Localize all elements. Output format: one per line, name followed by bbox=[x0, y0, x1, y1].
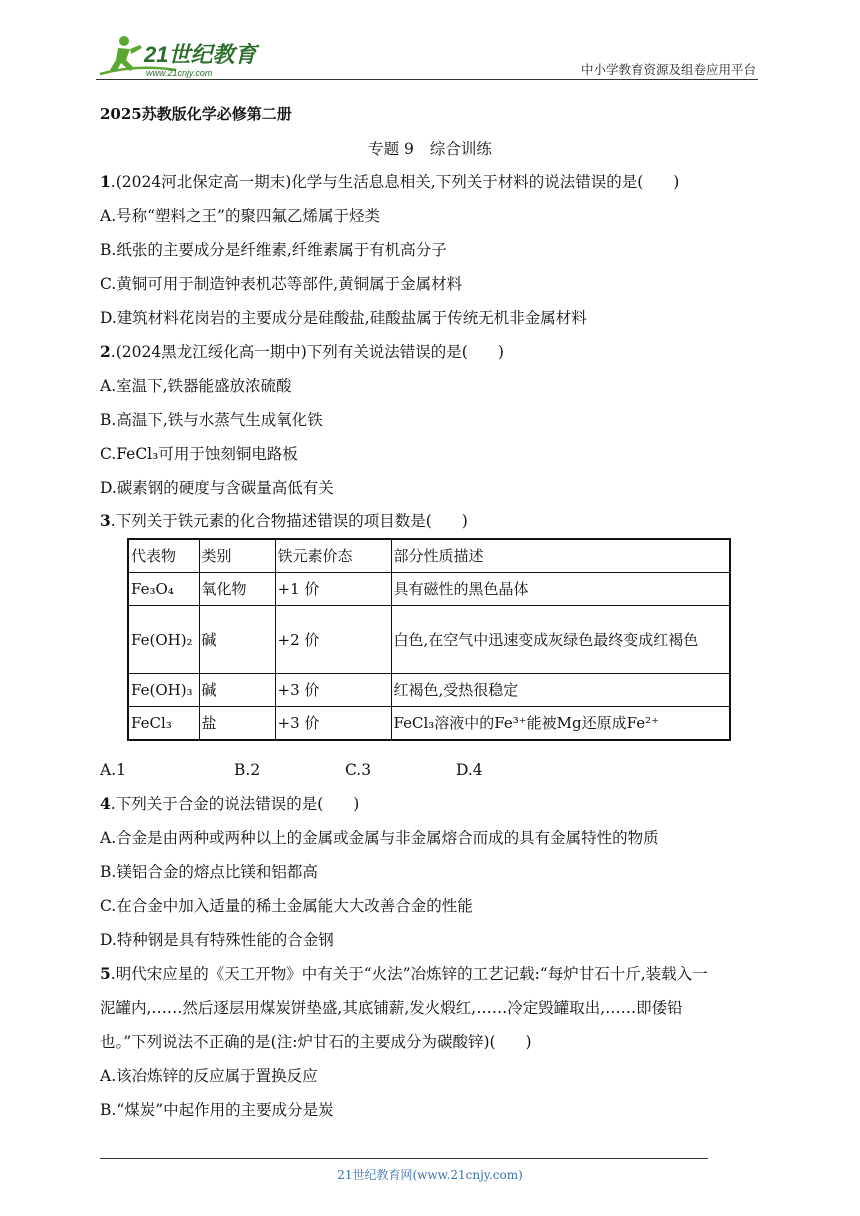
column-header: 部分性质描述 bbox=[391, 539, 730, 573]
option: B.高温下,铁与水蒸气生成氧化铁 bbox=[100, 411, 323, 429]
category-cell: 碱 bbox=[199, 606, 275, 674]
description-cell: 具有磁性的黑色晶体 bbox=[391, 573, 730, 606]
formula-cell: Fe(OH)₃ bbox=[128, 674, 199, 707]
description-cell: 白色,在空气中迅速变成灰绿色最终变成红褐色 bbox=[391, 606, 730, 674]
option: C.FeCl₃可用于蚀刻铜电路板 bbox=[100, 445, 298, 463]
footer-text: 21世纪教育网(www.21cnjy.com) bbox=[337, 1168, 523, 1182]
logo-text: 21世纪教育 bbox=[144, 42, 257, 67]
category-cell: 盐 bbox=[199, 707, 275, 741]
option: C.3 bbox=[345, 761, 372, 779]
option: D.碳素钢的硬度与含碳量高低有关 bbox=[100, 479, 334, 497]
question-4-stem: 4.下列关于合金的说法错误的是( ) bbox=[100, 794, 360, 813]
table-row bbox=[128, 573, 730, 606]
option: A.该冶炼锌的反应属于置换反应 bbox=[100, 1067, 318, 1085]
option: A.室温下,铁器能盛放浓硫酸 bbox=[100, 377, 292, 395]
site-logo bbox=[96, 34, 266, 80]
header-divider bbox=[96, 79, 758, 80]
option: C.在合金中加入适量的稀土金属能大大改善合金的性能 bbox=[100, 897, 473, 915]
footer-divider bbox=[100, 1158, 708, 1159]
category-cell: 碱 bbox=[199, 674, 275, 707]
column-header: 铁元素价态 bbox=[275, 539, 391, 573]
question-5-stem: 5.明代宋应星的《天工开物》中有关于“火法”冶炼锌的工艺记载:“每炉甘石十斤,装载入一 bbox=[100, 964, 708, 983]
option: D.特种钢是具有特殊性能的合金钢 bbox=[100, 931, 334, 949]
option: D.建筑材料花岗岩的主要成分是硅酸盐,硅酸盐属于传统无机非金属材料 bbox=[100, 309, 587, 327]
question-1-stem: 1.(2024河北保定高一期末)化学与生活息息相关,下列关于材料的说法错误的是( ) bbox=[100, 172, 680, 191]
question-3-options bbox=[100, 760, 483, 780]
column-header: 类别 bbox=[199, 539, 275, 573]
question-number: 5 bbox=[100, 964, 111, 983]
table-row bbox=[128, 707, 730, 741]
option: B.镁铝合金的熔点比镁和铝都高 bbox=[100, 863, 318, 881]
option: A.合金是由两种或两种以上的金属或金属与非金属熔合而成的具有金属特性的物质 bbox=[100, 829, 659, 847]
table-header-row bbox=[128, 539, 730, 573]
formula-cell: FeCl₃ bbox=[128, 707, 199, 741]
option: C.黄铜可用于制造钟表机芯等部件,黄铜属于金属材料 bbox=[100, 275, 463, 293]
table-row bbox=[128, 606, 730, 674]
platform-name: 中小学教育资源及组卷应用平台 bbox=[580, 62, 756, 77]
column-header: 代表物 bbox=[128, 539, 199, 573]
option: B.“煤炭”中起作用的主要成分是炭 bbox=[100, 1101, 334, 1119]
section-number: 专题 9 bbox=[368, 140, 414, 158]
description-cell: FeCl₃溶液中的Fe³⁺能被Mg还原成Fe²⁺ bbox=[391, 707, 730, 741]
valence-cell: +2 价 bbox=[275, 606, 391, 674]
question-number: 1 bbox=[100, 172, 111, 191]
formula-cell: Fe(OH)₂ bbox=[128, 606, 199, 674]
table-row bbox=[128, 674, 730, 707]
logo-url: www.21cnjy.com bbox=[146, 68, 213, 78]
doc-title: 2025苏教版化学必修第二册 bbox=[100, 105, 292, 123]
iron-compounds-table bbox=[127, 538, 731, 741]
option: B.2 bbox=[234, 761, 261, 779]
section-title bbox=[0, 137, 860, 159]
option: A.1 bbox=[100, 761, 126, 779]
question-number: 3 bbox=[100, 511, 111, 530]
formula-cell: Fe₃O₄ bbox=[128, 573, 199, 606]
option: D.4 bbox=[456, 761, 483, 779]
option: A.号称“塑料之王”的聚四氟乙烯属于烃类 bbox=[100, 207, 380, 225]
valence-cell: +3 价 bbox=[275, 674, 391, 707]
valence-cell: +3 价 bbox=[275, 707, 391, 741]
section-name: 综合训练 bbox=[429, 140, 492, 158]
category-cell: 氧化物 bbox=[199, 573, 275, 606]
question-number: 4 bbox=[100, 794, 111, 813]
question-3-stem: 3.下列关于铁元素的化合物描述错误的项目数是( ) bbox=[100, 511, 468, 530]
question-2-stem: 2.(2024黑龙江绥化高一期中)下列有关说法错误的是( ) bbox=[100, 342, 504, 361]
option: B.纸张的主要成分是纤维素,纤维素属于有机高分子 bbox=[100, 241, 447, 259]
valence-cell: +1 价 bbox=[275, 573, 391, 606]
question-number: 2 bbox=[100, 342, 111, 361]
description-cell: 红褐色,受热很稳定 bbox=[391, 674, 730, 707]
question-5-stem-cont: 泥罐内,……然后逐层用煤炭饼垫盛,其底铺薪,发火煅红,……冷定毁罐取出,……即倭铅 bbox=[100, 999, 683, 1017]
question-5-stem-cont: 也。”下列说法不正确的是(注:炉甘石的主要成分为碳酸锌)( ) bbox=[100, 1033, 532, 1051]
